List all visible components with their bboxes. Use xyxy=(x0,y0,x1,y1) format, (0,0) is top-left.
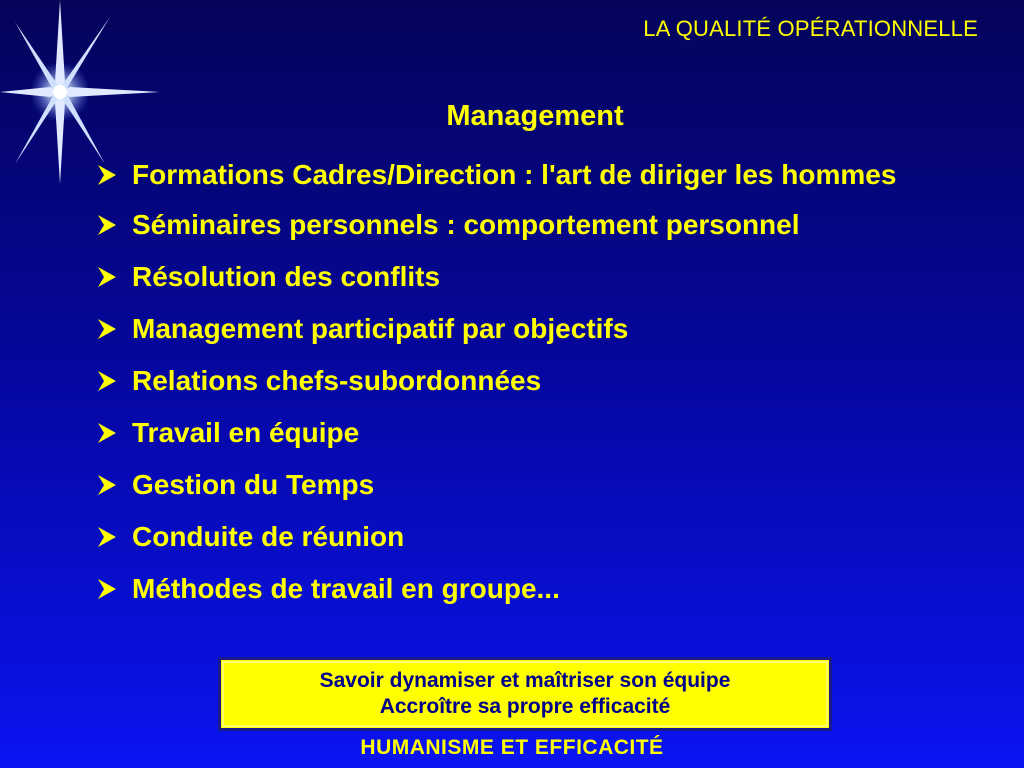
footer-title: HUMANISME ET EFFICACITÉ xyxy=(360,736,664,759)
arrow-bullet-icon xyxy=(96,518,132,555)
list-item xyxy=(96,206,966,243)
bullet-text: Gestion du Temps xyxy=(132,469,375,500)
list-item xyxy=(96,156,966,193)
summary-line-1: Savoir dynamiser et maîtriser son équipe xyxy=(319,669,731,692)
arrow-bullet-icon xyxy=(96,206,132,243)
arrow-bullet-icon xyxy=(96,466,132,503)
arrow-bullet-icon xyxy=(96,362,132,399)
bullet-text: Résolution des conflits xyxy=(132,261,441,292)
arrow-bullet-icon xyxy=(96,570,132,607)
arrow-bullet-icon xyxy=(96,156,132,193)
summary-box xyxy=(218,657,832,731)
list-item xyxy=(96,518,966,555)
bullet-text: Formations Cadres/Direction : l'art de diriger les hommes xyxy=(132,159,897,190)
list-item xyxy=(96,466,966,503)
slide-title: Management xyxy=(446,100,624,132)
list-item xyxy=(96,362,966,399)
bullet-text: Séminaires personnels : comportement personnel xyxy=(132,209,800,240)
summary-line-2: Accroître sa propre efficacité xyxy=(379,695,671,718)
bullet-list xyxy=(96,156,966,622)
bullet-text: Management participatif par objectifs xyxy=(132,313,629,344)
header-title: LA QUALITÉ OPÉRATIONNELLE xyxy=(643,16,978,41)
list-item xyxy=(96,414,966,451)
list-item xyxy=(96,570,966,607)
bullet-text: Relations chefs-subordonnées xyxy=(132,365,542,396)
bullet-text: Conduite de réunion xyxy=(132,521,405,552)
arrow-bullet-icon xyxy=(96,310,132,347)
list-item xyxy=(96,258,966,295)
arrow-bullet-icon xyxy=(96,414,132,451)
list-item xyxy=(96,310,966,347)
bullet-text: Travail en équipe xyxy=(132,417,360,448)
arrow-bullet-icon xyxy=(96,258,132,295)
bullet-text: Méthodes de travail en groupe... xyxy=(132,573,560,604)
